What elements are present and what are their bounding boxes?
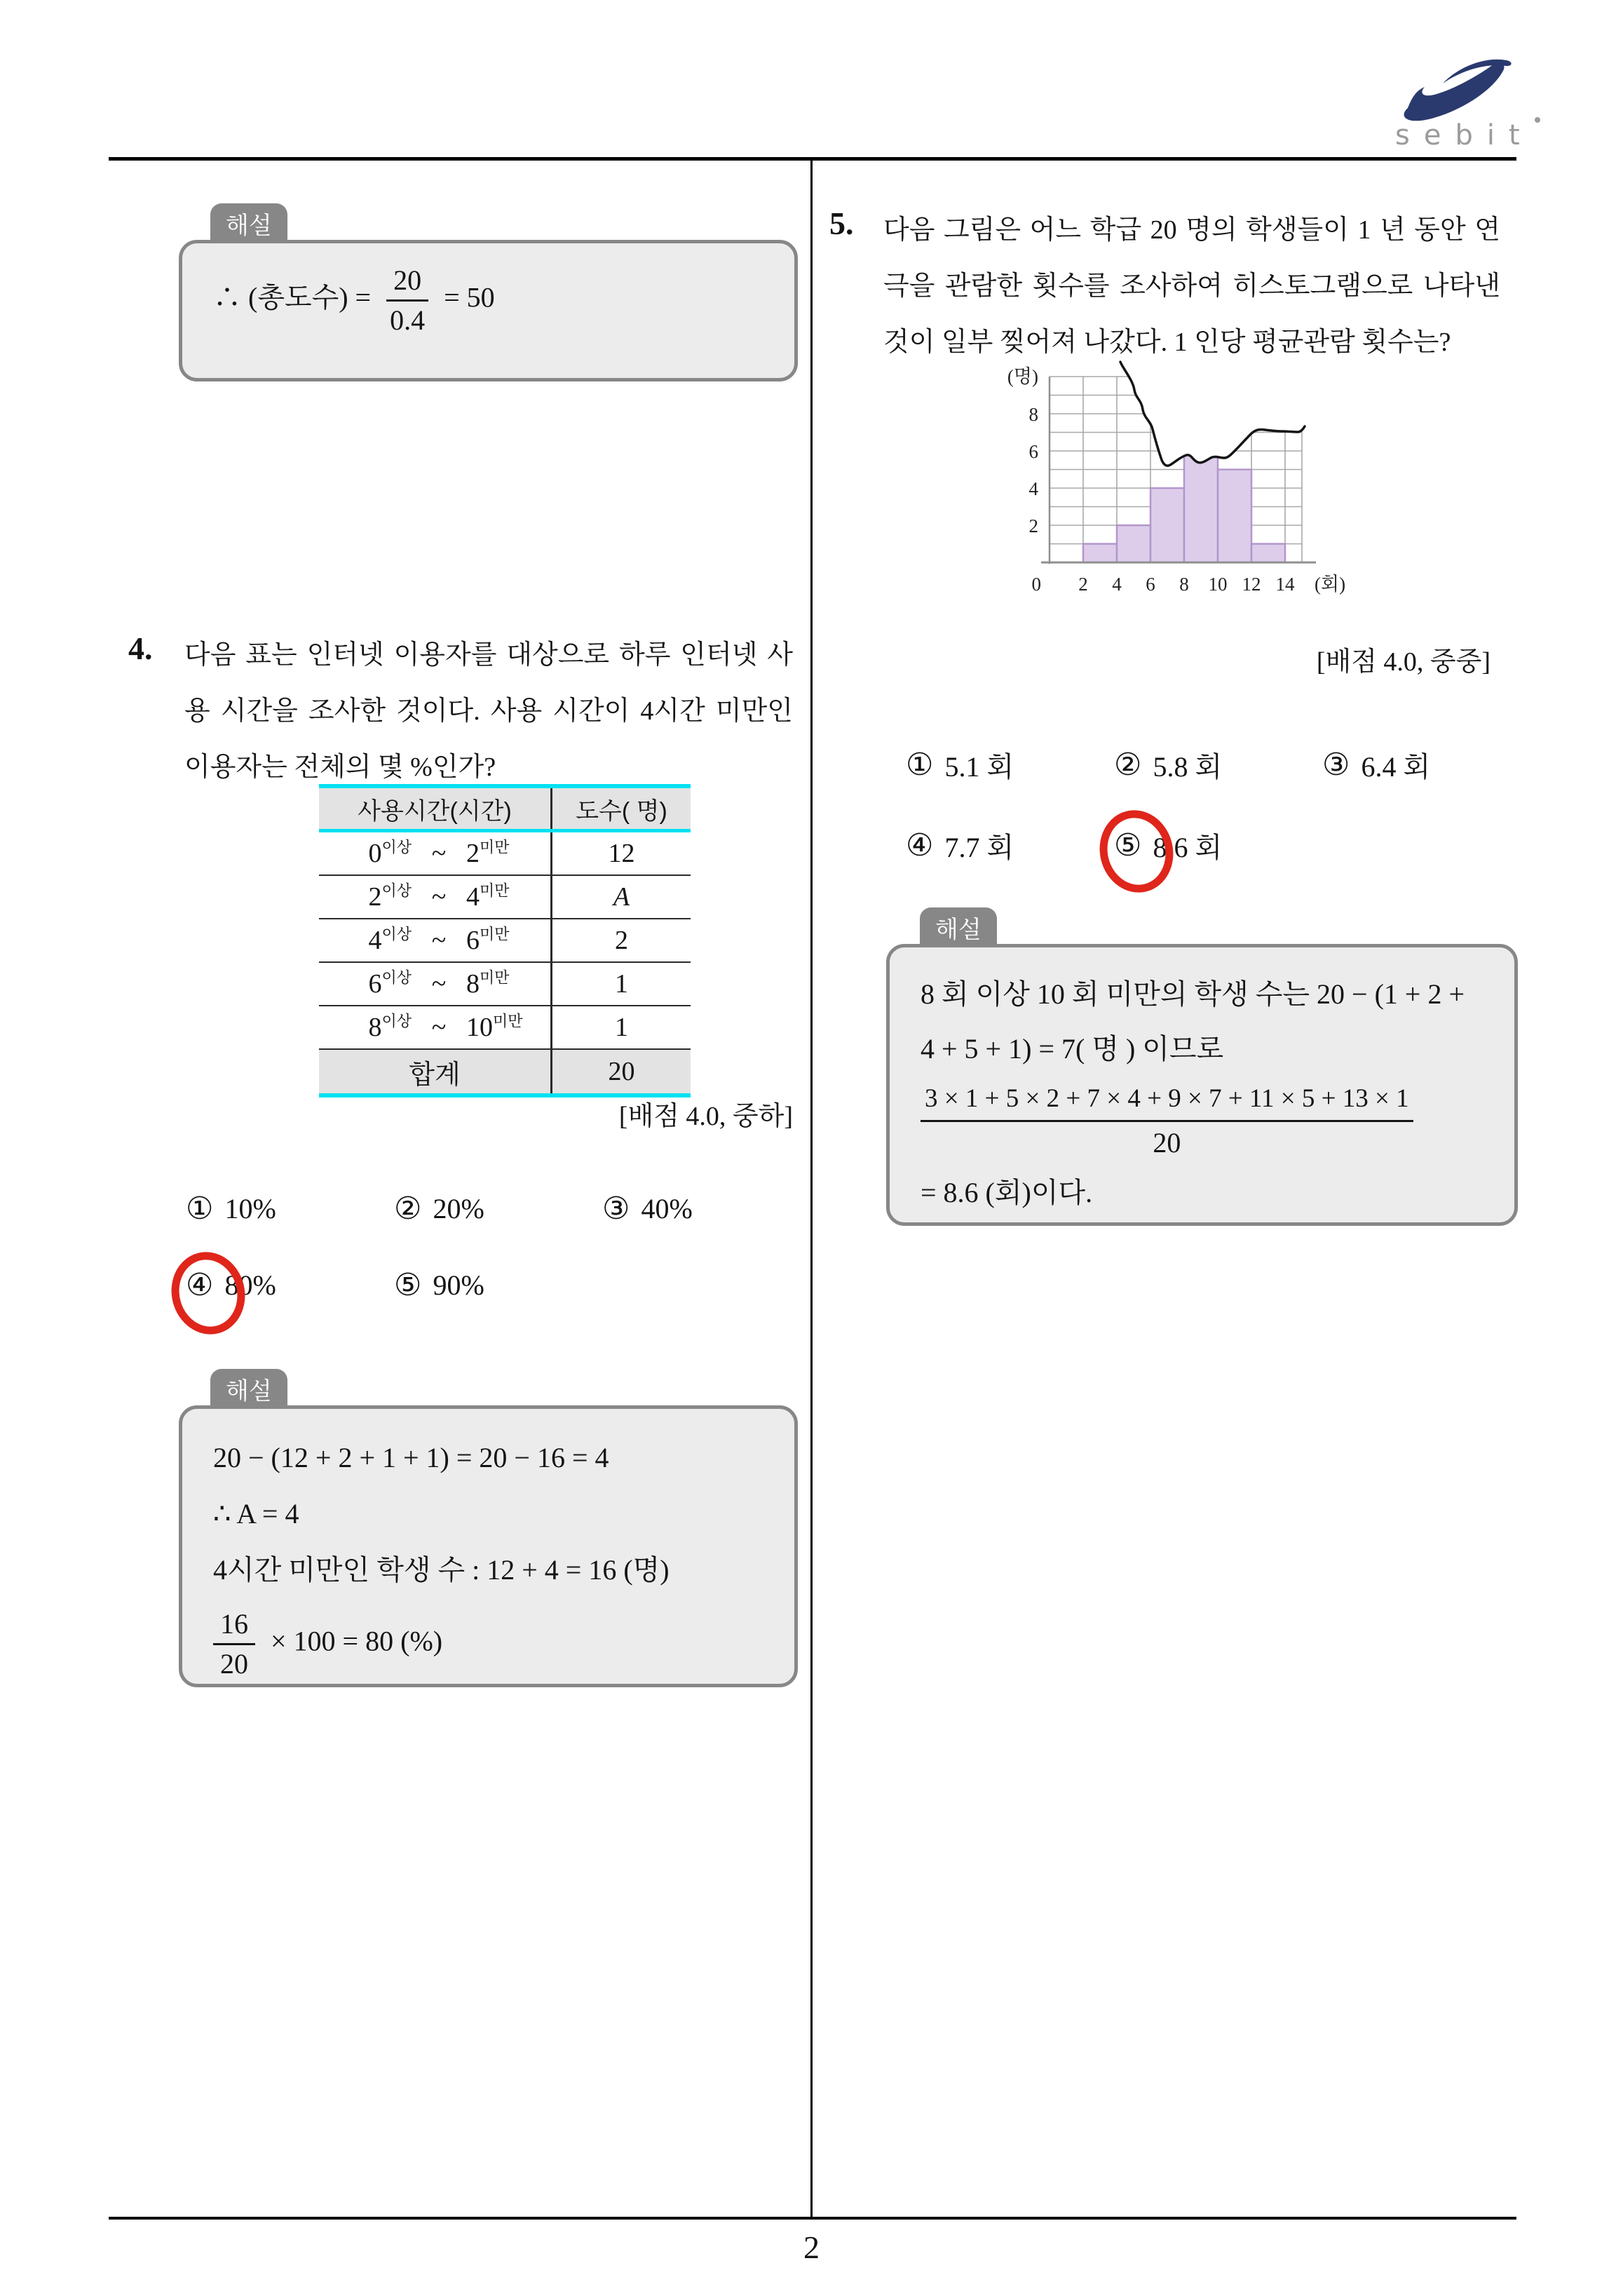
solution-1-post: = 50 — [444, 281, 495, 313]
choice-label: 40% — [641, 1193, 693, 1224]
x-tick-label: 14 — [1275, 574, 1295, 595]
solution-1-pre: ∴ (총도수) = — [213, 281, 372, 313]
solution-3-content — [890, 947, 1514, 1247]
solution-2-line2: ∴ A = 4 — [213, 1498, 299, 1529]
frequency-table — [319, 784, 691, 1098]
problem-5-number: 5. — [829, 205, 854, 241]
histogram-bar — [1083, 544, 1117, 563]
table-total-row — [319, 1049, 691, 1095]
choice-p4-4 — [186, 1267, 394, 1303]
histogram-bar — [1218, 470, 1251, 563]
choice-marker: ④ — [906, 828, 934, 863]
histogram-chart — [1006, 359, 1413, 608]
choice-p5-3 — [1322, 745, 1512, 785]
problem-4-text: 다음 표는 인터넷 이용자를 대상으로 하루 인터넷 사용 시간을 조사한 것이다. 사용 시간이 4시간 미만인 이용자는 전체의 몇 %인가? — [184, 640, 793, 782]
problem-4-choices — [186, 1191, 792, 1303]
solution-2-line1: 20 − (12 + 2 + 1 + 1) = 20 − 16 = 4 — [213, 1442, 609, 1473]
frequency-cell: 2 — [552, 919, 691, 962]
solution-2-line3: 4시간 미만인 학생 수 : 12 + 4 = 16 (명) — [213, 1554, 670, 1586]
choice-label: 10% — [224, 1193, 276, 1224]
total-value-cell: 20 — [552, 1049, 691, 1095]
frequency-cell: A — [552, 875, 691, 919]
problem-4-score: [배점 4.0, 중하] — [618, 1102, 793, 1131]
histogram-bar — [1251, 544, 1285, 563]
x-tick-label: 2 — [1078, 574, 1088, 595]
total-label-cell: 합계 — [319, 1049, 552, 1095]
solution-tab: 해설 — [210, 203, 287, 264]
class-interval-cell: $8^{이상}$ ~ $10^{미만}$ — [319, 1006, 552, 1049]
choice-label: 80% — [224, 1269, 276, 1301]
table-row — [319, 1006, 691, 1049]
choice-p5-4 — [906, 825, 1114, 865]
class-interval-cell: $4^{이상}$ ~ $6^{미만}$ — [319, 919, 552, 962]
choice-marker: ② — [1114, 747, 1142, 783]
histogram-bar — [1150, 488, 1184, 562]
choice-marker: ⑤ — [394, 1267, 422, 1303]
choice-label: 20% — [433, 1193, 484, 1224]
problem-5-choices — [906, 745, 1512, 865]
choice-marker: ① — [186, 1191, 214, 1227]
x-tick-label: 12 — [1242, 574, 1261, 595]
choice-label: 5.8 회 — [1153, 751, 1223, 783]
choice-p4-3 — [602, 1191, 792, 1227]
x-axis-unit-label: (회) — [1315, 574, 1346, 595]
choice-marker: ⑤ — [1114, 828, 1142, 863]
choice-marker: ① — [906, 747, 934, 783]
y-tick-label: 8 — [1028, 404, 1038, 425]
page-number: 2 — [803, 2229, 820, 2265]
footer-rule — [109, 2217, 1516, 2220]
fraction: $\frac{20}{0.4}$ — [386, 264, 428, 337]
table-header-row — [319, 786, 691, 831]
histogram-bar — [1184, 451, 1218, 562]
solution-box-1 — [179, 240, 798, 381]
choice-label: 7.7 회 — [944, 832, 1014, 863]
x-tick-label: 8 — [1179, 574, 1189, 595]
class-interval-cell: $0^{이상}$ ~ $2^{미만}$ — [319, 831, 552, 876]
frequency-cell: 1 — [552, 1006, 691, 1049]
col-header-usage-time: 사용시간(시간) — [319, 786, 552, 831]
table-row — [319, 962, 691, 1006]
y-tick-label: 6 — [1028, 441, 1038, 462]
choice-label: 6.4 회 — [1361, 751, 1431, 783]
logo-swoosh-icon — [1404, 62, 1505, 121]
solution-tab: 해설 — [210, 1369, 287, 1429]
y-axis-unit-label: (명) — [1007, 366, 1038, 387]
class-interval-cell: $6^{이상}$ ~ $8^{미만}$ — [319, 962, 552, 1006]
x-tick-label: 10 — [1208, 574, 1228, 595]
solution-tab: 해설 — [920, 907, 997, 968]
class-interval-cell: $2^{이상}$ ~ $4^{미만}$ — [319, 875, 552, 919]
frequency-cell: 1 — [552, 962, 691, 1006]
choice-label: 5.1 회 — [944, 751, 1014, 783]
fraction: $\frac{16}{20}$ — [213, 1608, 255, 1680]
choice-p4-2 — [394, 1191, 602, 1227]
solution-3-fraction-line — [921, 1083, 1483, 1160]
solution-3-result: = 8.6 (회)이다. — [921, 1177, 1093, 1209]
col-header-frequency: 도수( 명) — [552, 786, 691, 831]
x-tick-label: 4 — [1112, 574, 1122, 595]
logo-trademark-dot — [1535, 117, 1540, 123]
solution-1-content — [182, 243, 794, 363]
x-tick-label: 0 — [1031, 574, 1041, 595]
solution-3-line1: 8 회 이상 10 회 미만의 학생 수는 20 − (1 + 2 + — [921, 978, 1465, 1010]
table-row — [319, 831, 691, 876]
table-row — [319, 919, 691, 962]
choice-marker: ③ — [602, 1191, 630, 1227]
header-rule — [109, 157, 1516, 161]
sebit-logo — [1388, 49, 1549, 153]
torn-area — [1118, 359, 1309, 466]
choice-marker: ③ — [1322, 747, 1350, 783]
solution-box-2 — [179, 1405, 798, 1687]
choice-p5-5 — [1114, 825, 1322, 865]
solution-2-line4 — [213, 1608, 763, 1680]
choice-p4-5 — [394, 1267, 602, 1303]
table-row — [319, 875, 691, 919]
solution-2-frac-suffix: × 100 = 80 (%) — [271, 1625, 443, 1657]
y-tick-label: 4 — [1028, 478, 1038, 499]
solution-2-content — [182, 1409, 794, 1707]
choice-label: 8.6 회 — [1153, 832, 1223, 863]
problem-4-number: 4. — [128, 630, 153, 666]
solution-3-line2: 4 + 5 + 1) = 7( 명 ) 이므로 — [921, 1033, 1224, 1065]
y-tick-label: 2 — [1028, 515, 1038, 536]
choice-p4-1 — [186, 1191, 394, 1227]
x-tick-label: 6 — [1146, 574, 1155, 595]
choice-p5-1 — [906, 745, 1114, 785]
choice-marker: ② — [394, 1191, 422, 1227]
problem-5-score: [배점 4.0, 중중] — [1316, 647, 1490, 677]
choice-label: 90% — [433, 1269, 484, 1301]
column-divider — [810, 161, 813, 2218]
problem-5-text: 다음 그림은 어느 학급 20 명의 학생들이 1 년 동안 연극을 관람한 횟수를 조사하여 히스토그램으로 나타낸 것이 일부 찢어져 나갔다. 1 인당 평균관람 횟수는? — [883, 215, 1500, 357]
fraction: $\frac{3 \times 1 + 5 \times 2 + 7 \times 4 + 9 \times 7 + 11 \times 5 + 13 \times 1}{20}$ — [921, 1083, 1413, 1160]
solution-box-3 — [886, 944, 1518, 1226]
logo-wordmark: sebit — [1395, 119, 1534, 151]
choice-p5-2 — [1114, 745, 1322, 785]
choice-marker: ④ — [186, 1267, 214, 1303]
histogram-bar — [1117, 525, 1150, 562]
frequency-cell: 12 — [608, 839, 635, 868]
